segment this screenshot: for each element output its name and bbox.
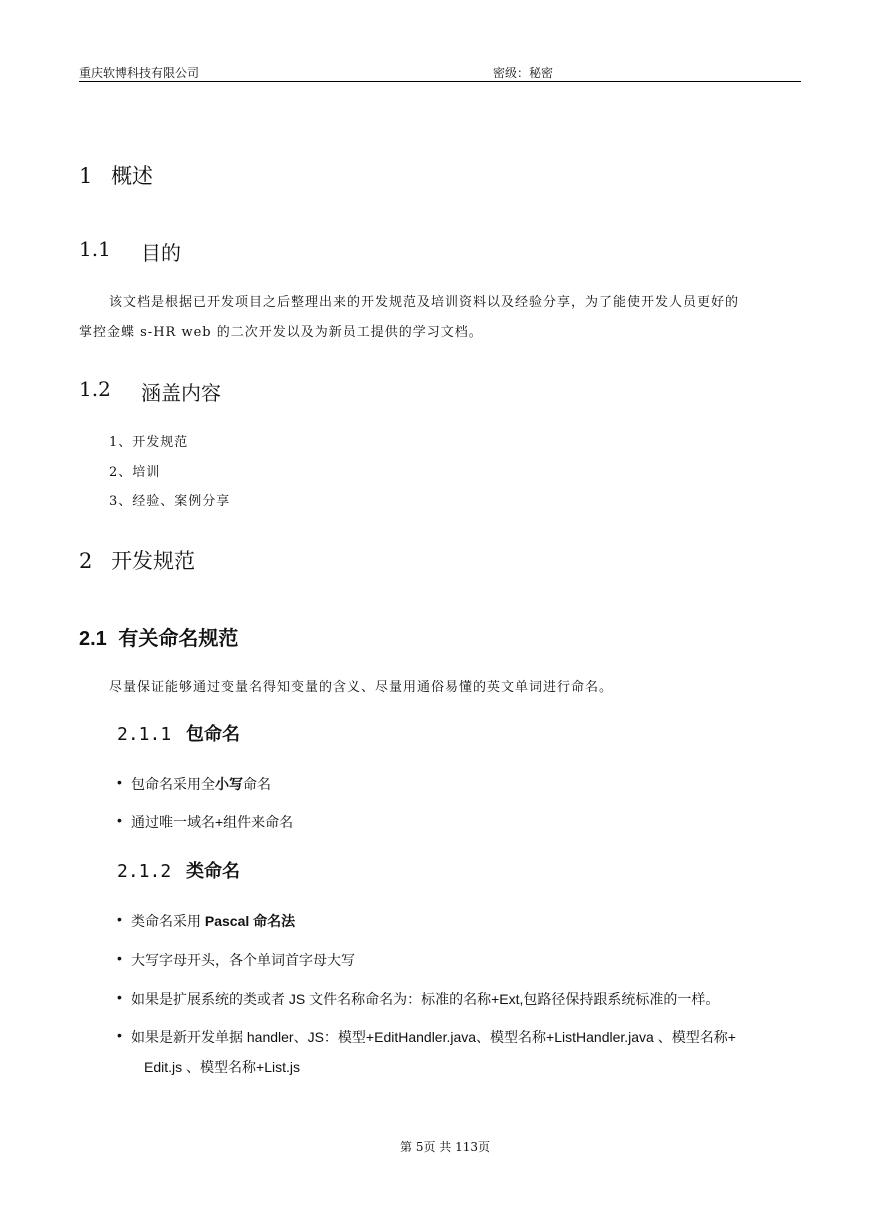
heading-2-1-2 bbox=[117, 857, 240, 883]
paragraph-line: 掌控金蝶 s-HR web 的二次开发以及为新员工提供的学习文档。 bbox=[79, 325, 483, 340]
heading-1-title: 概述 bbox=[111, 164, 154, 188]
bullet-icon: • bbox=[117, 812, 122, 828]
heading-2-title: 开发规范 bbox=[111, 549, 196, 573]
heading-2-1-1-number: 2.1.1 bbox=[117, 724, 172, 745]
page-footer: 第 5页 共 113页 bbox=[400, 1140, 490, 1154]
heading-1-1-number: 1.1 bbox=[79, 237, 111, 261]
paragraph: 尽量保证能够通过变量名得知变量的含义、尽量用通俗易懂的英文单词进行命名。 bbox=[109, 680, 614, 695]
heading-2-1-1 bbox=[117, 720, 240, 746]
bullet-text: 大写字母开头，各个单词首字母大写 bbox=[131, 952, 355, 968]
bullet-item bbox=[117, 911, 296, 931]
bullet-icon: • bbox=[117, 950, 122, 966]
heading-2-1-number: 2.1 bbox=[79, 628, 107, 650]
bullet-item bbox=[117, 774, 271, 794]
heading-1-1 bbox=[79, 237, 181, 265]
bullet-text: 命名 bbox=[243, 776, 271, 792]
bullet-continuation: Edit.js 、模型名称+List.js bbox=[144, 1059, 300, 1075]
paragraph-line: 该文档是根据已开发项目之后整理出来的开发规范及培训资料以及经验分享，为了能使开发人员更好的 bbox=[109, 295, 740, 310]
list-item: 2、培训 bbox=[109, 465, 161, 480]
classification-label: 密级：秘密 bbox=[493, 66, 554, 80]
heading-2-1-2-title: 类命名 bbox=[186, 861, 241, 882]
list-item: 1、开发规范 bbox=[109, 435, 189, 450]
bullet-icon: • bbox=[117, 989, 122, 1005]
bullet-text: 如果是扩展系统的类或者 JS 文件名称命名为：标准的名称+Ext,包路径保持跟系统标准的一样。 bbox=[131, 991, 720, 1007]
heading-1-2-number: 1.2 bbox=[79, 377, 111, 401]
company-name: 重庆软博科技有限公司 bbox=[79, 66, 200, 80]
heading-2-1 bbox=[79, 622, 238, 651]
heading-2 bbox=[79, 545, 195, 575]
heading-1-2 bbox=[79, 377, 221, 405]
heading-1-1-title: 目的 bbox=[141, 241, 181, 265]
bullet-item bbox=[117, 989, 720, 1009]
heading-2-number: 2 bbox=[79, 549, 93, 573]
list-item: 3、经验、案例分享 bbox=[109, 494, 231, 509]
bullet-item bbox=[117, 950, 355, 970]
bullet-text: 类命名采用 bbox=[131, 913, 205, 929]
bullet-icon: • bbox=[117, 774, 122, 790]
bullet-bold-text: Pascal 命名法 bbox=[204, 913, 296, 929]
bullet-text: 如果是新开发单据 handler、JS：模型+EditHandler.java、模型名称+ListHandler.java 、模型名称+ bbox=[131, 1029, 736, 1045]
bullet-text: 包命名采用全 bbox=[131, 776, 215, 792]
page-header bbox=[79, 62, 801, 82]
bullet-item bbox=[117, 812, 294, 832]
heading-2-1-title: 有关命名规范 bbox=[118, 628, 239, 650]
bullet-icon: • bbox=[117, 1027, 122, 1043]
bullet-bold-text: 小写 bbox=[215, 776, 243, 792]
heading-1 bbox=[79, 160, 153, 190]
bullet-text: 通过唯一域名+组件来命名 bbox=[131, 814, 294, 830]
bullet-item bbox=[117, 1027, 736, 1047]
heading-2-1-1-title: 包命名 bbox=[186, 724, 241, 745]
heading-1-2-title: 涵盖内容 bbox=[141, 381, 221, 405]
bullet-icon: • bbox=[117, 911, 122, 927]
heading-2-1-2-number: 2.1.2 bbox=[117, 861, 172, 882]
heading-1-number: 1 bbox=[79, 164, 93, 188]
